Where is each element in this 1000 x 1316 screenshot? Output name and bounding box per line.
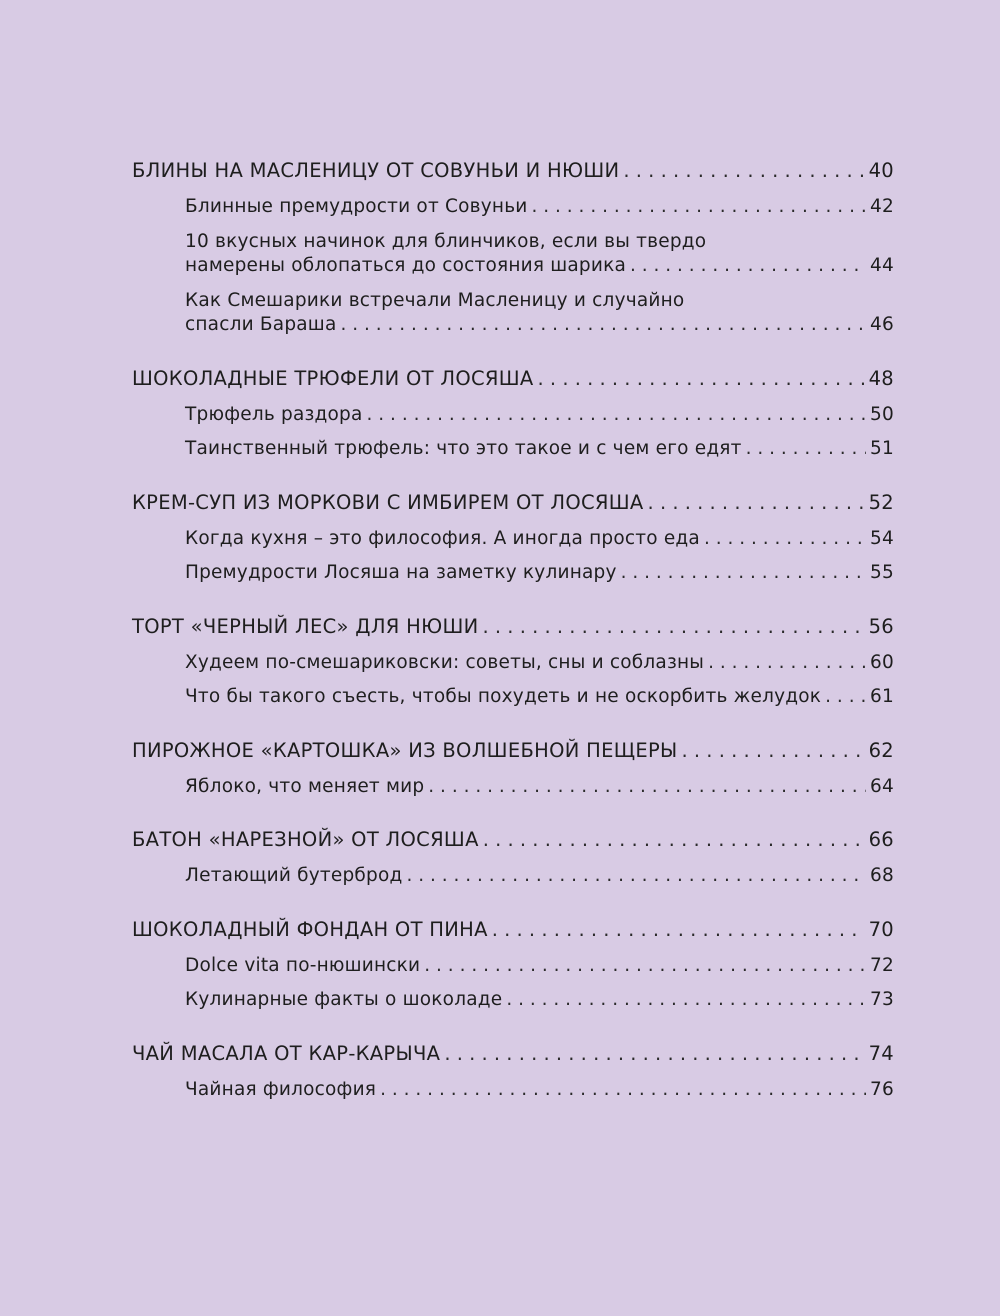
toc-section [132, 1039, 894, 1103]
entry-title: намерены облопаться до состояния шарика [185, 255, 626, 276]
entry-page-number: 44 [870, 255, 894, 276]
chapter-page-number: 56 [868, 614, 894, 638]
entry-title: спасли Бараша [185, 314, 337, 335]
chapter-page-number: 40 [868, 159, 894, 182]
toc-entry[interactable] [185, 1078, 894, 1103]
entry-page-number: 72 [870, 954, 894, 976]
entry-title: Яблоко, что меняет мир [185, 775, 425, 797]
dot-leader [340, 313, 866, 338]
entry-page-number: 68 [870, 865, 894, 886]
chapter-title: ШОКОЛАДНЫЕ ТРЮФЕЛИ ОТ ЛОСЯША [132, 366, 534, 390]
entry-page-number: 61 [870, 686, 894, 707]
toc-entry[interactable] [185, 685, 894, 710]
entry-title-first-line: 10 вкусных начинок для блинчиков, если вы твердо [185, 230, 707, 252]
toc-entry[interactable] [185, 864, 894, 889]
toc-section [132, 488, 894, 586]
toc-section [132, 825, 894, 889]
toc-entry[interactable] [185, 775, 894, 800]
chapter-title: КРЕМ-СУП ИЗ МОРКОВИ С ИМБИРЕМ ОТ ЛОСЯША [132, 490, 644, 514]
entry-title-first-line: Как Смешарики встречали Масленицу и случайно [185, 289, 685, 311]
chapter-line[interactable] [132, 825, 894, 855]
dot-leader [704, 527, 866, 552]
chapter-line[interactable] [132, 1039, 894, 1069]
entry-title: Блинные премудрости от Совуньи [185, 196, 528, 217]
toc-section [132, 156, 894, 338]
table-of-contents [132, 156, 894, 1128]
entry-title: Трюфель раздора [185, 403, 363, 425]
dot-leader [682, 736, 865, 766]
entry-title: Что бы такого съесть, чтобы похудеть и не оскорбить желудок [185, 686, 822, 707]
toc-section [132, 915, 894, 1013]
chapter-line[interactable] [132, 915, 894, 945]
chapter-line[interactable] [132, 488, 894, 518]
chapter-page-number: 66 [868, 828, 894, 851]
entry-page-number: 76 [870, 1078, 894, 1100]
dot-leader [444, 1039, 864, 1069]
chapter-title: ШОКОЛАДНЫЙ ФОНДАН ОТ ПИНА [132, 917, 488, 941]
entry-page-number: 55 [870, 562, 894, 583]
toc-entry[interactable] [185, 954, 894, 979]
entry-page-number: 46 [870, 314, 894, 335]
entry-title: Когда кухня – это философия. А иногда просто еда [185, 527, 700, 549]
entry-page-number: 60 [870, 651, 894, 673]
entry-title: Кулинарные факты о шоколаде [185, 989, 503, 1010]
toc-section [132, 736, 894, 800]
chapter-title: БЛИНЫ НА МАСЛЕНИЦУ ОТ СОВУНЬИ И НЮШИ [132, 159, 620, 182]
toc-entry[interactable] [185, 988, 894, 1013]
dot-leader [621, 561, 866, 586]
dot-leader [623, 156, 864, 186]
dot-leader [492, 915, 865, 945]
toc-entry[interactable] [185, 437, 894, 462]
entry-page-number: 64 [870, 775, 894, 797]
toc-entry[interactable] [185, 230, 894, 279]
dot-leader [483, 612, 865, 642]
dot-leader [746, 437, 866, 462]
toc-section [132, 364, 894, 462]
toc-entry[interactable] [185, 651, 894, 676]
toc-entry[interactable] [185, 289, 894, 338]
dot-leader [406, 864, 866, 889]
toc-entry[interactable] [185, 403, 894, 428]
entry-page-number: 50 [870, 403, 894, 425]
dot-leader [428, 775, 866, 800]
toc-entry[interactable] [185, 527, 894, 552]
chapter-title: БАТОН «НАРЕЗНОЙ» ОТ ЛОСЯША [132, 828, 479, 851]
dot-leader [367, 403, 867, 428]
chapter-page-number: 62 [868, 738, 894, 762]
chapter-line[interactable] [132, 612, 894, 642]
entry-page-number: 42 [870, 196, 894, 217]
entry-page-number: 51 [870, 438, 894, 459]
dot-leader [630, 254, 866, 279]
chapter-line[interactable] [132, 156, 894, 186]
dot-leader [648, 488, 865, 518]
dot-leader [483, 825, 865, 855]
entry-page-number: 54 [870, 527, 894, 549]
chapter-line[interactable] [132, 364, 894, 394]
chapter-page-number: 48 [868, 366, 894, 390]
chapter-page-number: 52 [868, 490, 894, 514]
entry-title: Летающий бутерброд [185, 865, 403, 886]
chapter-page-number: 70 [868, 917, 894, 941]
entry-title: Чайная философия [185, 1078, 377, 1100]
chapter-line[interactable] [132, 736, 894, 766]
entry-title: Премудрости Лосяша на заметку кулинару [185, 562, 617, 583]
entry-page-number: 73 [870, 989, 894, 1010]
chapter-title: ПИРОЖНОЕ «КАРТОШКА» ИЗ ВОЛШЕБНОЙ ПЕЩЕРЫ [132, 738, 678, 762]
dot-leader [424, 954, 866, 979]
dot-leader [538, 364, 865, 394]
dot-leader [380, 1078, 866, 1103]
toc-entry[interactable] [185, 561, 894, 586]
chapter-title: ЧАЙ МАСАЛА ОТ КАР-КАРЫЧА [132, 1041, 441, 1065]
toc-section [132, 612, 894, 710]
entry-title: Таинственный трюфель: что это такое и с чем его едят [185, 438, 742, 459]
toc-entry[interactable] [185, 195, 894, 220]
dot-leader [532, 195, 867, 220]
chapter-title: ТОРТ «ЧЕРНЫЙ ЛЕС» ДЛЯ НЮШИ [132, 614, 479, 638]
dot-leader [506, 988, 866, 1013]
dot-leader [825, 685, 866, 710]
entry-title: Худеем по-смешариковски: советы, сны и соблазны [185, 651, 705, 673]
chapter-page-number: 74 [868, 1041, 894, 1065]
dot-leader [708, 651, 866, 676]
entry-title: Dolce vita по-нюшински [185, 954, 421, 976]
